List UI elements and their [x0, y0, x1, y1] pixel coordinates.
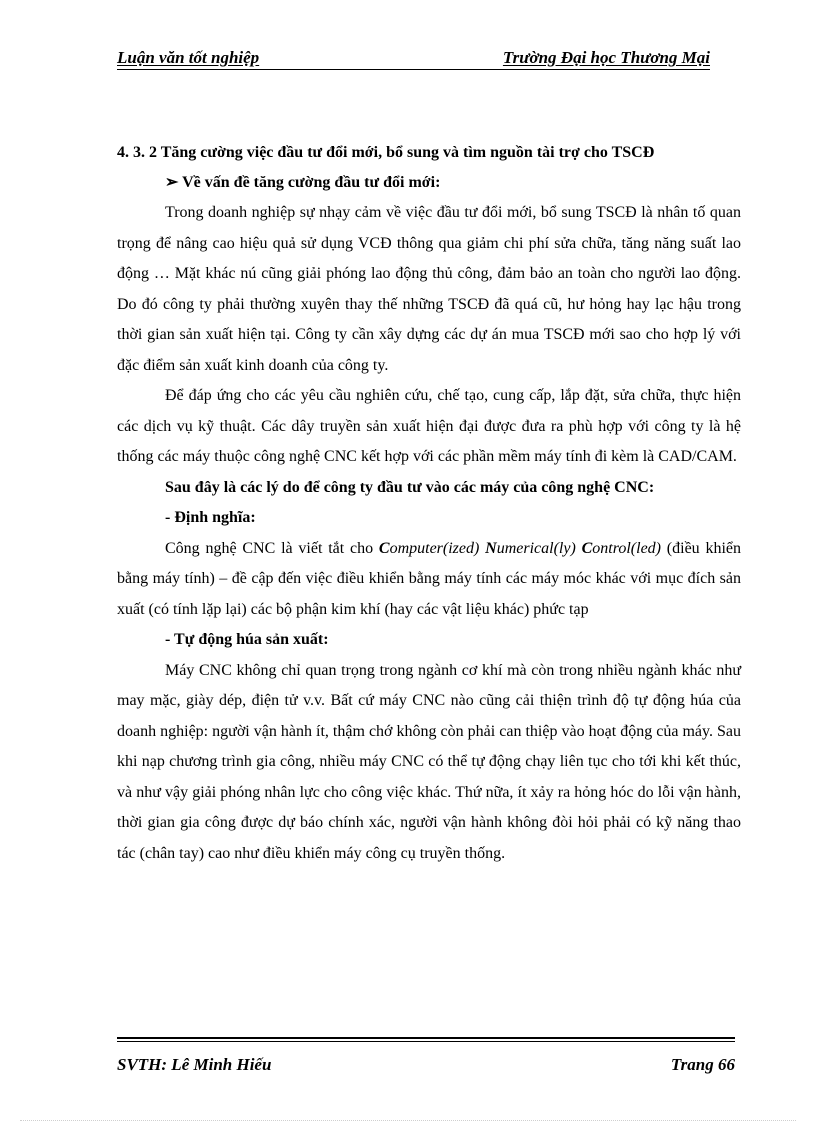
section-heading: 4. 3. 2 Tăng cường việc đầu tư đổi mới, bổ sung và tìm nguồn tài trợ cho TSCĐ [117, 144, 655, 161]
paragraph-investment: Trong doanh nghiệp sự nhạy cảm về việc đầu tư đổi mới, bổ sung TSCĐ là nhân tố quan trọng để nâng cao hiệu quả sử dụng VCĐ thông qua giảm chi phí sửa chữa, tăng năng suất lao động … Mặt khác nú cũng giải phóng lao động thủ công, đảm bảo an toàn cho người lao động. Do đó công ty phải thường xuyên thay thế những TSCĐ đã quá cũ, hư hỏng hay lạc hậu trong thời gian sản xuất hiện tại. Công ty cần xây dựng các dự án mua TSCĐ mới sao cho hợp lý với đặc điểm sản xuất kinh doanh của công ty. [117, 204, 741, 374]
subheading-text: Về vấn đề tăng cường đầu tư đổi mới: [182, 174, 441, 191]
subheading [117, 168, 741, 198]
footer-rule-thick [117, 1037, 735, 1039]
footer-page-number: Trang 66 [670, 1055, 735, 1074]
footer-author: SVTH: Lê Minh Hiếu [117, 1055, 272, 1074]
header-university: Trường Đại học Thương Mại [502, 48, 710, 67]
paragraph-definition [117, 534, 741, 626]
automation-heading: - Tự động húa sản xuất: [165, 631, 329, 648]
page-edge-divider [20, 1120, 796, 1121]
definition-intro: Công nghệ CNC là viết tắt cho [165, 539, 379, 557]
page-body [117, 142, 741, 869]
header-thesis-label: Luận văn tốt nghiệp [117, 48, 260, 67]
page-header [117, 48, 710, 70]
page-footer [117, 1055, 735, 1075]
footer-rule-thin [117, 1041, 735, 1042]
paragraph-cnc-lines: Để đáp ứng cho các yêu cầu nghiên cứu, chế tạo, cung cấp, lắp đặt, sửa chữa, thực hiện các dịch vụ kỹ thuật. Các dây truyền sản xuất hiện đại được đưa ra phù hợp với công ty là hệ thống các máy thuộc công nghệ CNC kết hợp với các phần mềm máy tính đi kèm là CAD/CAM. [117, 387, 741, 465]
definition-heading: - Định nghĩa: [165, 509, 256, 526]
paragraph-automation: Máy CNC không chỉ quan trọng trong ngành cơ khí mà còn trong nhiều ngành khác như may mặc, giày dép, điện tử v.v. Bất cứ máy CNC nào cũng cải thiện trình độ tự động húa của doanh nghiệp: người vận hành ít, thậm chớ không còn phải can thiệp vào hoạt động của máy. Sau khi nạp chương trình gia công, nhiều máy CNC có thể tự động chạy liên tục cho tới khi kết thúc, và như vậy giải phóng nhân lực cho công việc khác. Thứ nữa, ít xảy ra hỏng hóc do lỗi vận hành, thời gian gia công được dự báo chính xác, người vận hành không đòi hỏi phải có kỹ năng thao tác (chân tay) cao như điều khiển máy công cụ truyền thống. [117, 661, 741, 862]
bullet-arrow-icon: ➢ [165, 174, 179, 191]
cnc-expansion: Computer(ized) Numerical(ly) Control(led) [378, 539, 661, 557]
reasons-heading: Sau đây là các lý do để công ty đầu tư vào các máy của công nghệ CNC: [165, 478, 655, 496]
definition-rest: (điều khiển bằng máy tính) – đề cập đến việc điều khiển bằng máy tính các máy móc khác với mục đích sản xuất (có tính lặp lại) các bộ phận kim khí (hay các vật liệu khác) phức tạp [117, 539, 742, 618]
